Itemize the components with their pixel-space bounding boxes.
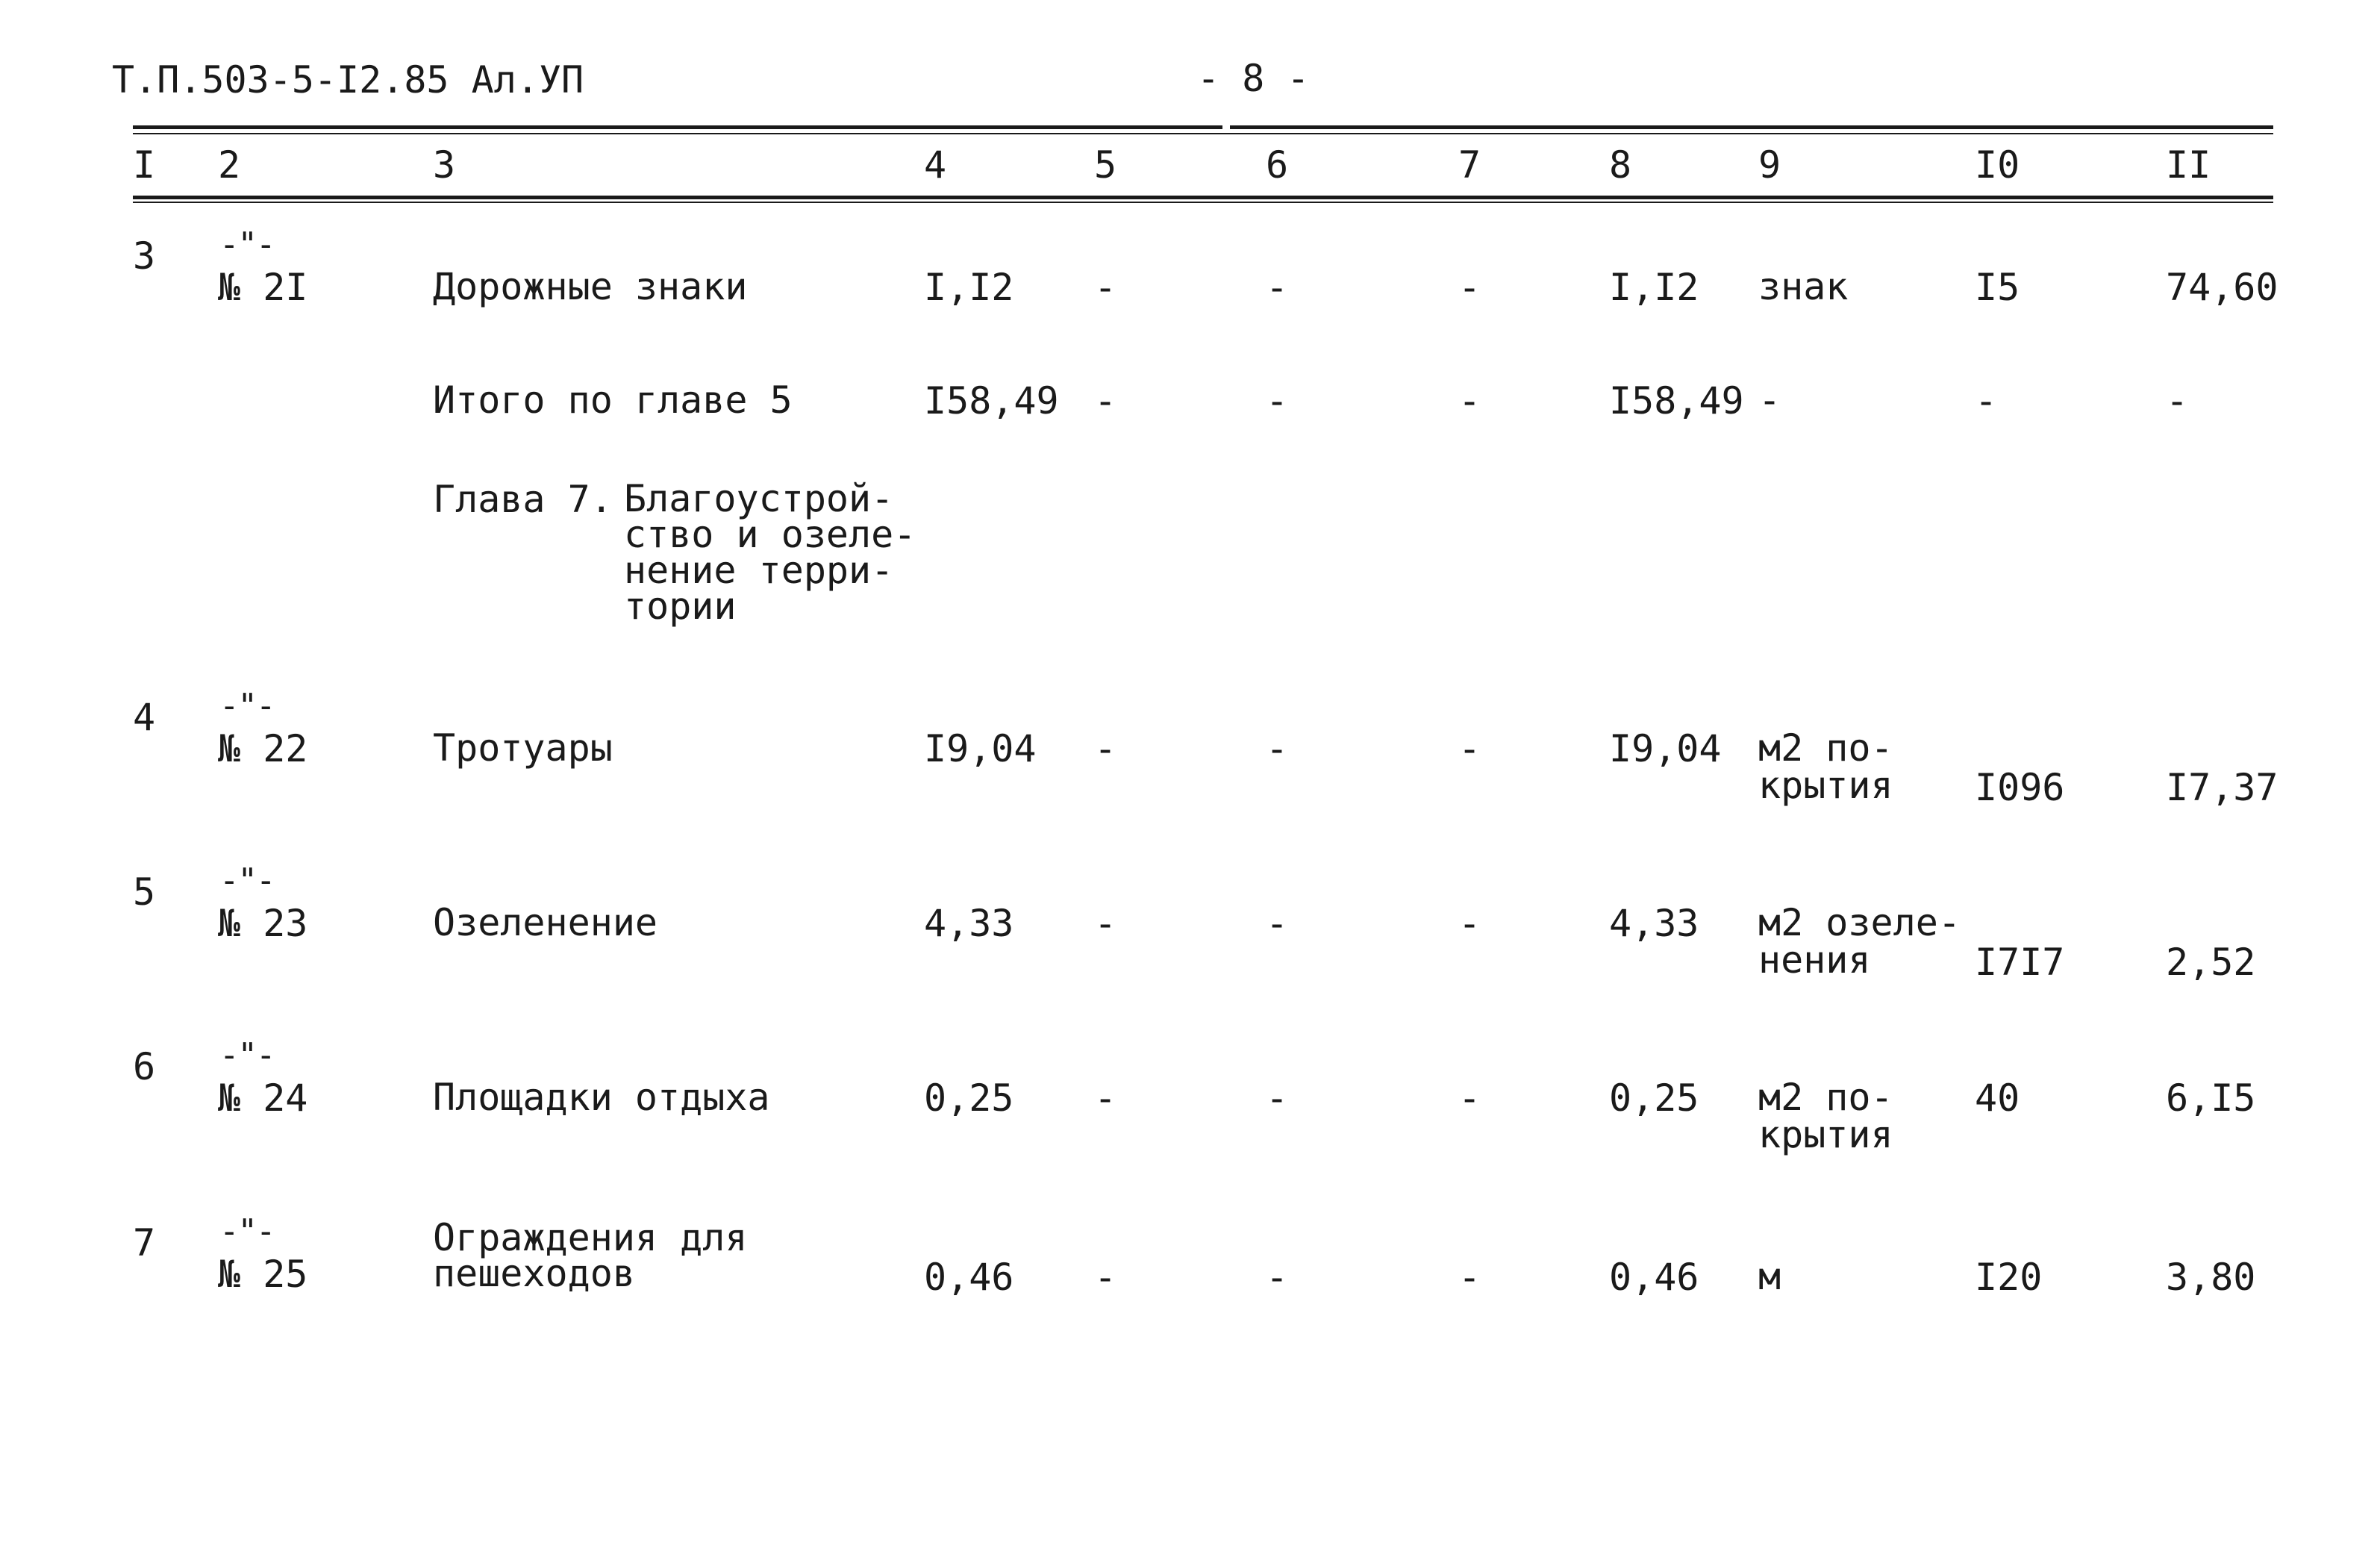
column-header-col-7: 7: [1458, 143, 1481, 187]
row-number: 6: [133, 1045, 156, 1088]
ditto-mark: -"-: [219, 1212, 275, 1250]
value-col-8: I,I2: [1609, 266, 1699, 309]
column-header-col-1: I: [133, 143, 156, 187]
column-header-col-2: 2: [218, 143, 241, 187]
header-bottom-rule-thin: [133, 202, 2273, 203]
value-col-11: I7,37: [2166, 766, 2279, 809]
item-name: Тротуары: [433, 726, 613, 770]
value-col-7: -: [1458, 1256, 1481, 1299]
unit-of-measure: крытия: [1758, 764, 1893, 807]
reference-number: № 22: [218, 727, 308, 770]
value-col-11: 6,I5: [2166, 1076, 2256, 1120]
value-col-6: -: [1266, 727, 1289, 770]
value-col-6: -: [1266, 379, 1289, 423]
value-col-6: -: [1266, 1256, 1289, 1299]
unit-of-measure: крытия: [1758, 1113, 1893, 1156]
ditto-mark: -"-: [219, 225, 275, 264]
value-col-8: 4,33: [1609, 902, 1699, 945]
chapter-title-line: Благоустрой-: [624, 477, 894, 520]
value-col-4: I58,49: [924, 379, 1059, 423]
item-name: Озеленение: [433, 901, 658, 944]
unit-of-measure: -: [1758, 378, 1781, 422]
unit-of-measure: м2 по-: [1758, 1076, 1893, 1119]
item-name: Ограждения для: [433, 1216, 748, 1259]
value-col-4: 4,33: [924, 902, 1014, 945]
column-header-col-6: 6: [1266, 143, 1289, 187]
value-col-10: 40: [1975, 1076, 2020, 1120]
column-header-col-9: 9: [1758, 143, 1781, 187]
value-col-4: I,I2: [924, 266, 1014, 309]
page-number: - 8 -: [1197, 57, 1310, 100]
item-name: Площадки отдыха: [433, 1076, 770, 1119]
value-col-5: -: [1094, 1256, 1117, 1299]
unit-of-measure: м2 озеле-: [1758, 901, 1961, 944]
value-col-8: 0,25: [1609, 1076, 1699, 1120]
column-header-col-11: II: [2166, 143, 2211, 187]
value-col-5: -: [1094, 1076, 1117, 1120]
reference-number: № 25: [218, 1253, 308, 1296]
value-col-7: -: [1458, 266, 1481, 309]
header-bottom-rule: [133, 196, 2273, 199]
document-code: Т.П.503-5-I2.85 Ал.УП: [112, 58, 584, 102]
value-col-7: -: [1458, 727, 1481, 770]
value-col-6: -: [1266, 902, 1289, 945]
row-number: 4: [133, 696, 156, 739]
value-col-10: -: [1975, 379, 1998, 423]
table-top-rule: [133, 125, 1222, 129]
value-col-4: 0,25: [924, 1076, 1014, 1120]
value-col-5: -: [1094, 902, 1117, 945]
unit-of-measure: м: [1758, 1255, 1781, 1298]
value-col-10: I5: [1975, 266, 2020, 309]
value-col-7: -: [1458, 1076, 1481, 1120]
value-col-7: -: [1458, 379, 1481, 423]
value-col-7: -: [1458, 902, 1481, 945]
value-col-11: 2,52: [2166, 941, 2256, 984]
row-number: 5: [133, 870, 156, 914]
value-col-4: I9,04: [924, 727, 1037, 770]
value-col-10: I7I7: [1975, 941, 2065, 984]
row-number: 7: [133, 1221, 156, 1265]
unit-of-measure: м2 по-: [1758, 726, 1893, 770]
reference-number: № 23: [218, 902, 308, 945]
table-top-rule-thin: [133, 133, 2273, 134]
value-col-11: 3,80: [2166, 1256, 2256, 1299]
value-col-10: I096: [1975, 766, 2065, 809]
column-header-col-8: 8: [1609, 143, 1632, 187]
reference-number: № 24: [218, 1076, 308, 1120]
item-name: Итого по главе 5: [433, 378, 793, 422]
value-col-8: I58,49: [1609, 379, 1744, 423]
table-top-rule-right: [1230, 125, 2273, 129]
column-header-col-5: 5: [1094, 143, 1117, 187]
ditto-mark: -"-: [219, 1036, 275, 1074]
value-col-10: I20: [1975, 1256, 2043, 1299]
unit-of-measure: знак: [1758, 265, 1849, 308]
value-col-11: -: [2166, 379, 2189, 423]
reference-number: № 2I: [218, 266, 308, 309]
value-col-6: -: [1266, 266, 1289, 309]
value-col-6: -: [1266, 1076, 1289, 1120]
value-col-11: 74,60: [2166, 266, 2279, 309]
value-col-8: 0,46: [1609, 1256, 1699, 1299]
unit-of-measure: нения: [1758, 938, 1871, 982]
chapter-heading-label: Глава 7.: [433, 478, 613, 521]
value-col-8: I9,04: [1609, 727, 1722, 770]
value-col-5: -: [1094, 266, 1117, 309]
item-name: пешеходов: [433, 1252, 635, 1295]
column-header-col-10: I0: [1975, 143, 2020, 187]
chapter-title-line: нение терри-: [624, 549, 894, 592]
item-name: Дорожные знаки: [433, 265, 748, 308]
value-col-5: -: [1094, 379, 1117, 423]
chapter-title-line: тории: [624, 585, 737, 628]
ditto-mark: -"-: [219, 687, 275, 725]
value-col-4: 0,46: [924, 1256, 1014, 1299]
column-header-col-4: 4: [924, 143, 947, 187]
row-number: 3: [133, 234, 156, 278]
value-col-5: -: [1094, 727, 1117, 770]
chapter-title-line: ство и озеле-: [624, 513, 916, 556]
ditto-mark: -"-: [219, 861, 275, 900]
column-header-col-3: 3: [433, 143, 456, 187]
